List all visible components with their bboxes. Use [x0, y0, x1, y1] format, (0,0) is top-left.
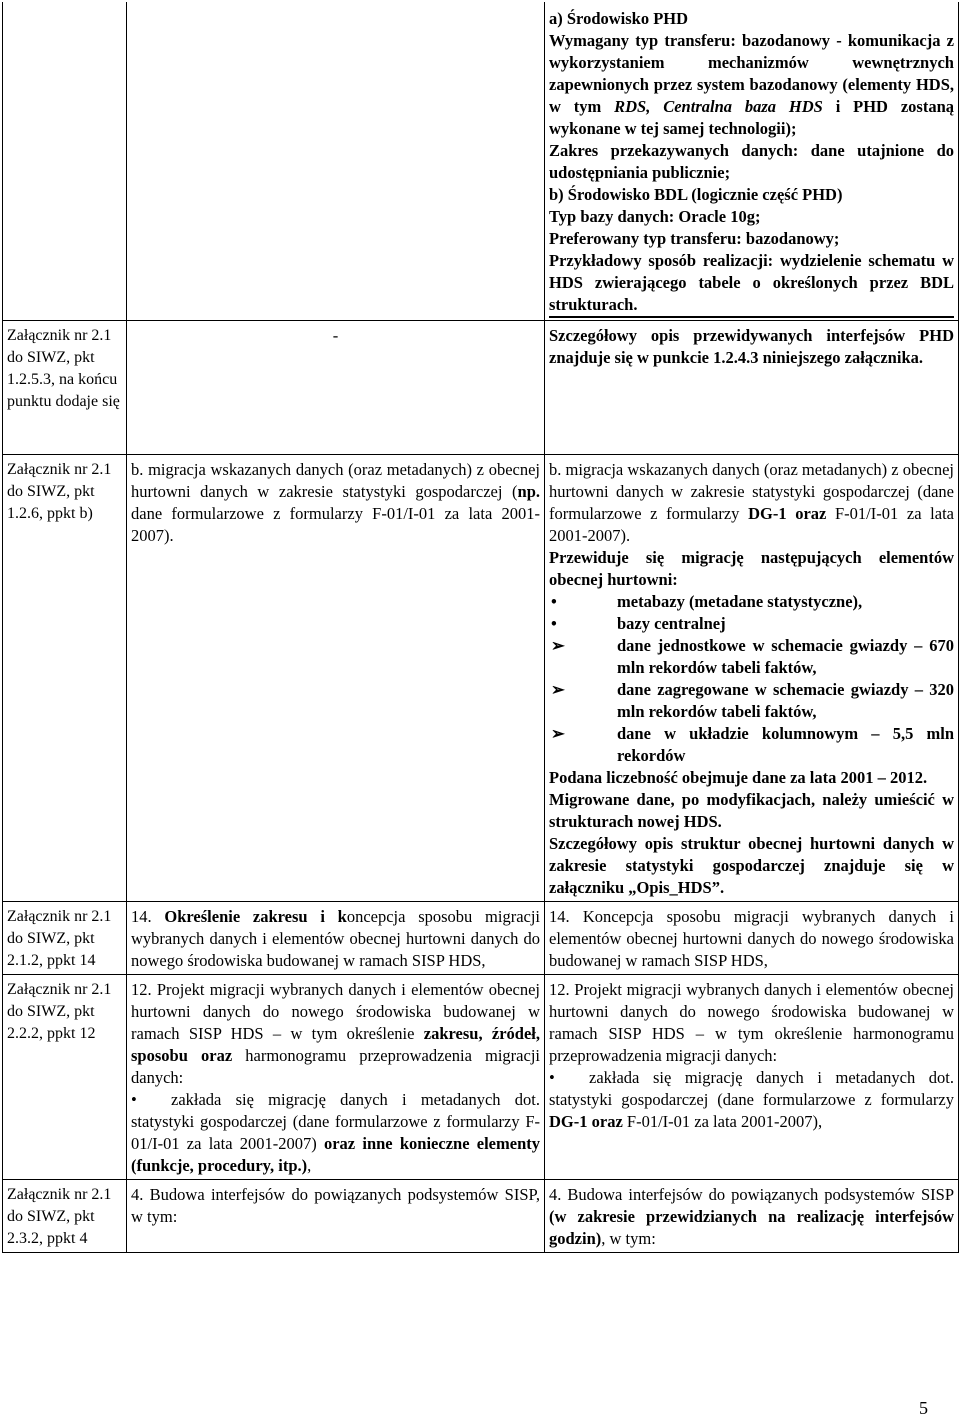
env-bdl-db-type: Typ bazy danych: Oracle 10g; [549, 207, 761, 226]
env-phd-transfer: Wymagany typ transferu: bazodanowy - komunikacja z wykorzystaniem mechanizmów wewnętrznych zapewnionych przez system bazodanowy (elementy HDS, w tym RDS, Centralna baza HDS i PHD zostaną wykonane w tej samej technologii); [549, 31, 954, 138]
env-bdl-transfer: Preferowany typ transferu: bazodanowy; [549, 229, 840, 248]
migration-list [549, 591, 954, 767]
comparison-table [2, 2, 959, 1253]
old-text-cell: 14. Określenie zakresu i koncepcja sposobu migracji wybranych danych i elementów obecnej hurtowni danych do nowego środowiska budowanej w ramach SISP HDS, [127, 902, 545, 975]
list-item: • zakłada się migrację danych i metadanych dot. statystyki gospodarczej (dane formularzowe z formularzy F-01/I-01 za lata 2001-2007) oraz inne konieczne elementy (funkcje, procedury, itp.), [131, 1090, 540, 1175]
list-item: • metabazy (metadane statystyczne), [551, 592, 863, 611]
arrow-bullet-icon: ➢ [551, 724, 565, 743]
list-item: • bazy centralnej [551, 614, 726, 633]
env-phd-scope: Zakres przekazywanych danych: dane utajnione do udostępniania publicznie; [549, 141, 954, 182]
ref-cell: Załącznik nr 2.1 do SIWZ, pkt 1.2.5.3, na końcu punktu dodaje się [3, 321, 127, 455]
list-item: ➢ dane zagregowane w schemacie gwiazdy – 320 mln rekordów tabeli faktów, [551, 680, 954, 721]
target-structure-note: Migrowane dane, po modyfikacjach, należy umieścić w strukturach nowej HDS. [549, 790, 954, 831]
arrow-bullet-icon: ➢ [551, 680, 565, 699]
env-phd-heading: a) Środowisko PHD [549, 9, 689, 28]
migration-text: b. migracja wskazanych danych (oraz metadanych) z obecnej hurtowni danych w zakresie statystyki gospodarczej (dane formularzowe z formularzy DG-1 oraz F-01/I-01 za lata 2001-2007). [549, 460, 954, 545]
list-item: • zakłada się migrację danych i metadanych dot. statystyki gospodarczej (dane formularzowe z formularzy DG-1 oraz F-01/I-01 za lata 2001-2007), [549, 1068, 954, 1131]
new-text-cell: 14. Koncepcja sposobu migracji wybranych danych i elementów obecnej hurtowni danych do nowego środowiska budowanej w ramach SISP HDS, [545, 902, 959, 975]
new-text-cell: 4. Budowa interfejsów do powiązanych podsystemów SISP (w zakresie przewidzianych na realizację interfejsów godzin), w tym: [545, 1180, 959, 1253]
table-row [3, 455, 959, 902]
env-bdl-heading: b) Środowisko BDL (logicznie część PHD) [549, 185, 843, 204]
table-row [3, 1180, 959, 1253]
new-text-cell [545, 2, 959, 321]
old-text-cell [127, 2, 545, 321]
old-text-cell: 4. Budowa interfejsów do powiązanych podsystemów SISP, w tym: [127, 1180, 545, 1253]
list-item: ➢ dane w układzie kolumnowym – 5,5 mln rekordów [551, 724, 954, 765]
bullet-icon: • [551, 592, 557, 611]
migration-assumption-list [549, 1067, 954, 1133]
ref-cell: Załącznik nr 2.1 do SIWZ, pkt 2.2.2, ppkt 12 [3, 975, 127, 1180]
data-period-note: Podana liczebność obejmuje dane za lata 2001 – 2012. [549, 768, 928, 787]
migration-intro: Przewiduje się migrację następujących elementów obecnej hurtowni: [549, 548, 954, 589]
arrow-bullet-icon: ➢ [551, 636, 565, 655]
env-bdl-example: Przykładowy sposób realizacji: wydzielenie schematu w HDS zwierającego tabele o określonych przez BDL strukturach. [549, 250, 954, 318]
new-text-cell: 12. Projekt migracji wybranych danych i elementów obecnej hurtowni danych do nowego środowiska budowanej w ramach SISP HDS – w tym określenie harmonogramu przeprowadzenia migracji danych: • zakłada się migrację danych i metadanych dot. statystyki gospodarczej (dane formularzowe z formularzy DG-1 oraz F-01/I-01 za lata 2001-2007), [545, 975, 959, 1180]
structure-reference: Szczegółowy opis struktur obecnej hurtowni danych w zakresie statystyki gospodarczej znajduje się w załączniku „Opis_HDS”. [549, 834, 954, 897]
migration-assumption-list [131, 1089, 540, 1177]
table-row [3, 2, 959, 321]
bullet-icon: • [549, 1068, 555, 1087]
new-text-cell: Szczegółowy opis przewidywanych interfejsów PHD znajduje się w punkcie 1.2.4.3 niniejszego załącznika. [545, 321, 959, 455]
table-row [3, 975, 959, 1180]
new-text-cell [545, 455, 959, 902]
ref-cell: Załącznik nr 2.1 do SIWZ, pkt 2.1.2, ppkt 14 [3, 902, 127, 975]
page-number: 5 [919, 1398, 928, 1418]
old-text-cell: - [127, 321, 545, 455]
ref-cell [3, 2, 127, 321]
list-item: ➢ dane jednostkowe w schemacie gwiazdy – 670 mln rekordów tabeli faktów, [551, 636, 954, 677]
bullet-icon: • [551, 614, 557, 633]
ref-cell: Załącznik nr 2.1 do SIWZ, pkt 1.2.6, ppkt b) [3, 455, 127, 902]
table-row [3, 902, 959, 975]
table-row [3, 321, 959, 455]
bullet-icon: • [131, 1090, 137, 1109]
ref-cell: Załącznik nr 2.1 do SIWZ, pkt 2.3.2, ppkt 4 [3, 1180, 127, 1253]
old-text-cell: b. migracja wskazanych danych (oraz metadanych) z obecnej hurtowni danych w zakresie statystyki gospodarczej (np. dane formularzowe z formularzy F-01/I-01 za lata 2001-2007). [127, 455, 545, 902]
old-text-cell: 12. Projekt migracji wybranych danych i elementów obecnej hurtowni danych do nowego środowiska budowanej w ramach SISP HDS – w tym określenie zakresu, źródeł, sposobu oraz harmonogramu przeprowadzenia migracji danych: • zakłada się migrację danych i metadanych dot. statystyki gospodarczej (dane formularzowe z formularzy F-01/I-01 za lata 2001-2007) oraz inne konieczne elementy (funkcje, procedury, itp.), [127, 975, 545, 1180]
